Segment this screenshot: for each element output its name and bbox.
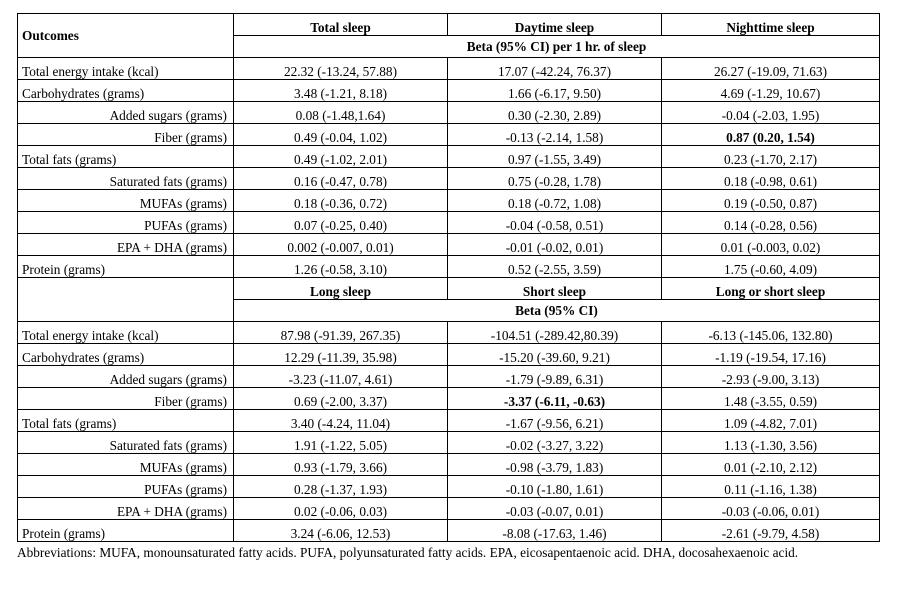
table-row [18, 168, 880, 190]
table-row [18, 234, 880, 256]
cell-value: 1.09 (-4.82, 7.01) [662, 410, 880, 432]
cell-value: -0.03 (-0.07, 0.01) [448, 498, 662, 520]
cell-value: -0.04 (-2.03, 1.95) [662, 102, 880, 124]
section1-beta-label: Beta (95% CI) per 1 hr. of sleep [234, 36, 880, 58]
cell-value: -0.04 (-0.58, 0.51) [448, 212, 662, 234]
cell-value: 0.02 (-0.06, 0.03) [234, 498, 448, 520]
cell-value: 0.52 (-2.55, 3.59) [448, 256, 662, 278]
row-label: MUFAs (grams) [18, 190, 234, 212]
cell-value: 1.91 (-1.22, 5.05) [234, 432, 448, 454]
cell-value: -0.03 (-0.06, 0.01) [662, 498, 880, 520]
cell-value: -3.37 (-6.11, -0.63) [448, 388, 662, 410]
table-row [18, 256, 880, 278]
cell-value: 0.18 (-0.36, 0.72) [234, 190, 448, 212]
column-header-nighttime-sleep: Nighttime sleep [662, 14, 880, 36]
cell-value: 0.11 (-1.16, 1.38) [662, 476, 880, 498]
table-row [18, 58, 880, 80]
table-row [18, 388, 880, 410]
cell-value: 1.75 (-0.60, 4.09) [662, 256, 880, 278]
table-row [18, 344, 880, 366]
row-label: Total fats (grams) [18, 410, 234, 432]
results-table [17, 13, 880, 542]
column-header-short-sleep: Short sleep [448, 278, 662, 300]
document-page [17, 13, 879, 560]
table-row [18, 102, 880, 124]
cell-value: 0.87 (0.20, 1.54) [662, 124, 880, 146]
table-row [18, 212, 880, 234]
column-header-long-or-short-sleep: Long or short sleep [662, 278, 880, 300]
section2-header-blank [18, 278, 234, 322]
cell-value: 87.98 (-91.39, 267.35) [234, 322, 448, 344]
cell-value: -1.79 (-9.89, 6.31) [448, 366, 662, 388]
cell-value: 0.18 (-0.72, 1.08) [448, 190, 662, 212]
cell-value: 0.08 (-1.48,1.64) [234, 102, 448, 124]
cell-value: 0.07 (-0.25, 0.40) [234, 212, 448, 234]
row-label: Carbohydrates (grams) [18, 344, 234, 366]
cell-value: 0.18 (-0.98, 0.61) [662, 168, 880, 190]
row-label: Added sugars (grams) [18, 102, 234, 124]
abbreviations-footnote: Abbreviations: MUFA, monounsaturated fatty acids. PUFA, polyunsaturated fatty acids. EPA, eicosapentaenoic acid. DHA, docosahexaenoic acid. [17, 545, 799, 560]
table-row [18, 476, 880, 498]
row-label: Saturated fats (grams) [18, 432, 234, 454]
cell-value: 0.49 (-1.02, 2.01) [234, 146, 448, 168]
row-label: Added sugars (grams) [18, 366, 234, 388]
row-label: Protein (grams) [18, 520, 234, 542]
cell-value: 3.40 (-4.24, 11.04) [234, 410, 448, 432]
row-label: Total energy intake (kcal) [18, 58, 234, 80]
cell-value: -0.02 (-3.27, 3.22) [448, 432, 662, 454]
table-row [18, 322, 880, 344]
cell-value: 0.30 (-2.30, 2.89) [448, 102, 662, 124]
cell-value: 1.66 (-6.17, 9.50) [448, 80, 662, 102]
column-header-long-sleep: Long sleep [234, 278, 448, 300]
cell-value: -0.98 (-3.79, 1.83) [448, 454, 662, 476]
cell-value: 4.69 (-1.29, 10.67) [662, 80, 880, 102]
cell-value: -1.67 (-9.56, 6.21) [448, 410, 662, 432]
column-header-total-sleep: Total sleep [234, 14, 448, 36]
cell-value: 1.26 (-0.58, 3.10) [234, 256, 448, 278]
table-row [18, 146, 880, 168]
row-label: EPA + DHA (grams) [18, 498, 234, 520]
cell-value: 0.002 (-0.007, 0.01) [234, 234, 448, 256]
row-label: PUFAs (grams) [18, 212, 234, 234]
row-label: MUFAs (grams) [18, 454, 234, 476]
section2-beta-label: Beta (95% CI) [234, 300, 880, 322]
row-label: Fiber (grams) [18, 124, 234, 146]
column-header-daytime-sleep: Daytime sleep [448, 14, 662, 36]
cell-value: 0.01 (-0.003, 0.02) [662, 234, 880, 256]
cell-value: 12.29 (-11.39, 35.98) [234, 344, 448, 366]
section1-header-row [18, 14, 880, 36]
cell-value: 0.49 (-0.04, 1.02) [234, 124, 448, 146]
row-label: Carbohydrates (grams) [18, 80, 234, 102]
cell-value: -1.19 (-19.54, 17.16) [662, 344, 880, 366]
cell-value: 1.13 (-1.30, 3.56) [662, 432, 880, 454]
results-table-body [18, 14, 880, 542]
table-row [18, 520, 880, 542]
cell-value: 0.16 (-0.47, 0.78) [234, 168, 448, 190]
table-row [18, 454, 880, 476]
cell-value: 0.93 (-1.79, 3.66) [234, 454, 448, 476]
row-label: Total fats (grams) [18, 146, 234, 168]
row-label: Fiber (grams) [18, 388, 234, 410]
cell-value: 26.27 (-19.09, 71.63) [662, 58, 880, 80]
section2-header-row [18, 278, 880, 300]
row-label: Saturated fats (grams) [18, 168, 234, 190]
cell-value: 0.14 (-0.28, 0.56) [662, 212, 880, 234]
cell-value: 3.48 (-1.21, 8.18) [234, 80, 448, 102]
cell-value: 22.32 (-13.24, 57.88) [234, 58, 448, 80]
cell-value: 0.28 (-1.37, 1.93) [234, 476, 448, 498]
cell-value: 0.69 (-2.00, 3.37) [234, 388, 448, 410]
cell-value: 0.97 (-1.55, 3.49) [448, 146, 662, 168]
table-row [18, 80, 880, 102]
table-row [18, 410, 880, 432]
cell-value: -8.08 (-17.63, 1.46) [448, 520, 662, 542]
cell-value: 17.07 (-42.24, 76.37) [448, 58, 662, 80]
cell-value: 3.24 (-6.06, 12.53) [234, 520, 448, 542]
row-label: PUFAs (grams) [18, 476, 234, 498]
cell-value: -6.13 (-145.06, 132.80) [662, 322, 880, 344]
cell-value: 0.19 (-0.50, 0.87) [662, 190, 880, 212]
cell-value: -2.93 (-9.00, 3.13) [662, 366, 880, 388]
cell-value: -0.10 (-1.80, 1.61) [448, 476, 662, 498]
row-label: Protein (grams) [18, 256, 234, 278]
cell-value: -0.13 (-2.14, 1.58) [448, 124, 662, 146]
table-row [18, 498, 880, 520]
table-row [18, 432, 880, 454]
row-label: Total energy intake (kcal) [18, 322, 234, 344]
table-row [18, 190, 880, 212]
cell-value: -2.61 (-9.79, 4.58) [662, 520, 880, 542]
cell-value: 0.23 (-1.70, 2.17) [662, 146, 880, 168]
row-label: EPA + DHA (grams) [18, 234, 234, 256]
outcomes-header: Outcomes [18, 14, 234, 58]
cell-value: 0.75 (-0.28, 1.78) [448, 168, 662, 190]
cell-value: -3.23 (-11.07, 4.61) [234, 366, 448, 388]
table-row [18, 366, 880, 388]
cell-value: -15.20 (-39.60, 9.21) [448, 344, 662, 366]
cell-value: -0.01 (-0.02, 0.01) [448, 234, 662, 256]
cell-value: 1.48 (-3.55, 0.59) [662, 388, 880, 410]
cell-value: -104.51 (-289.42,80.39) [448, 322, 662, 344]
table-row [18, 124, 880, 146]
cell-value: 0.01 (-2.10, 2.12) [662, 454, 880, 476]
